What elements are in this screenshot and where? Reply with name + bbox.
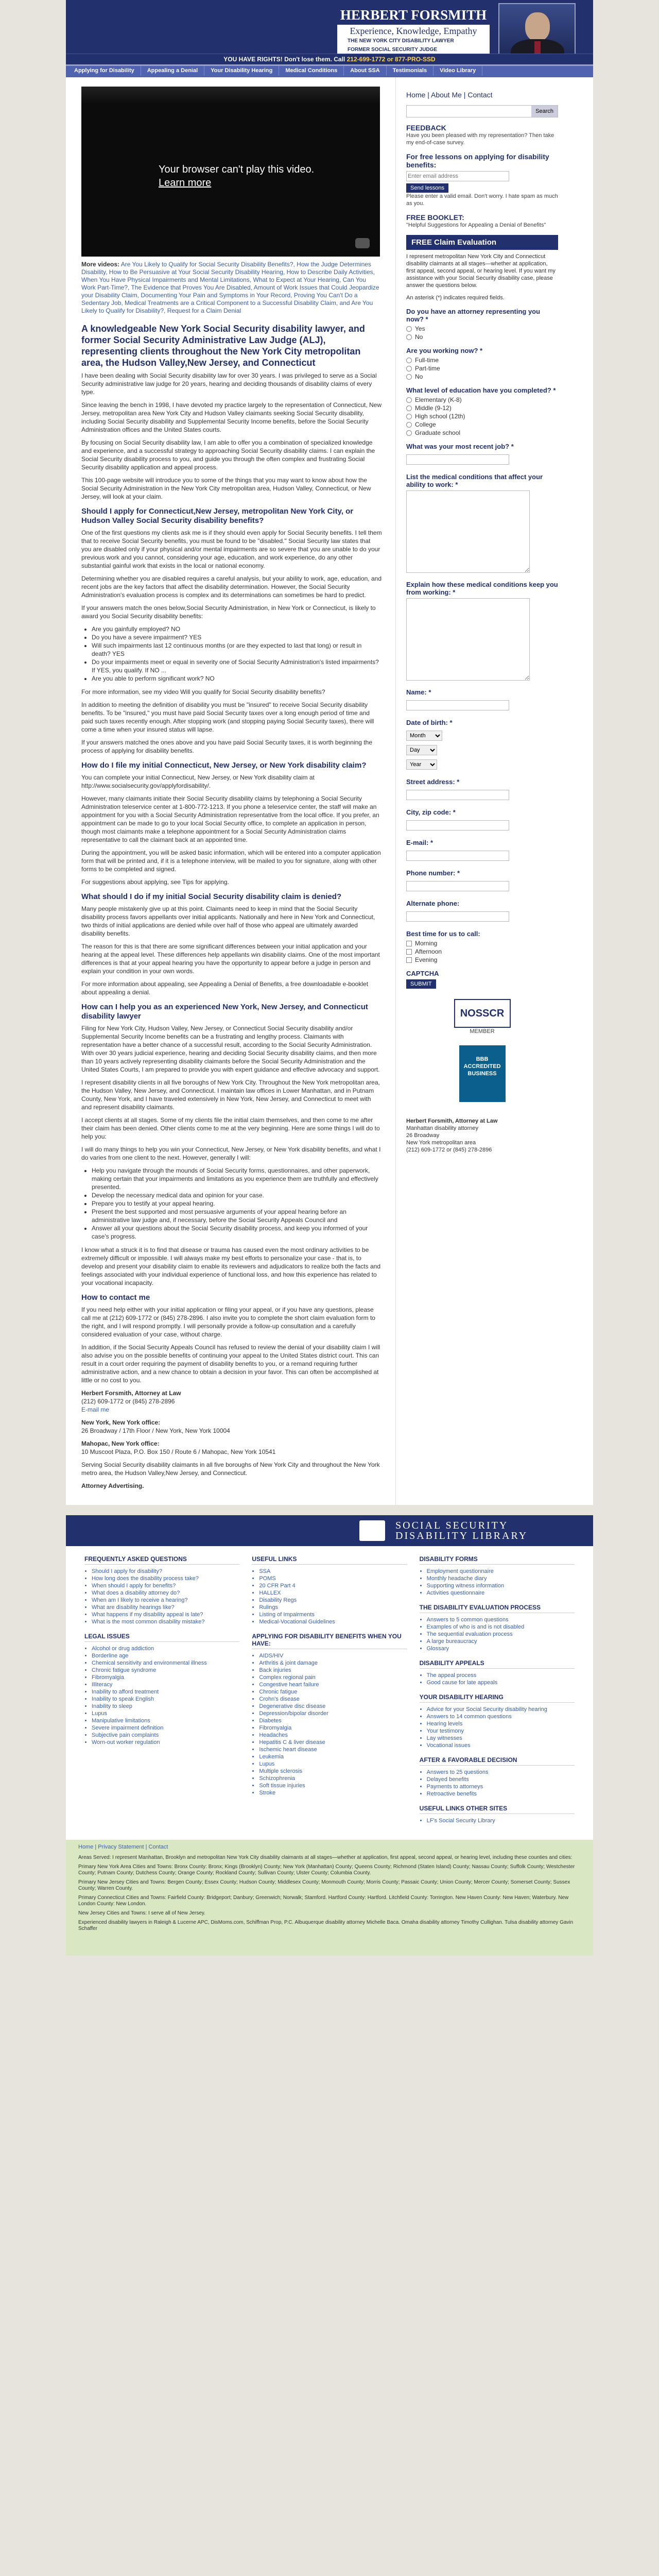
list-item: • Are you gainfully employed? NO — [92, 625, 382, 633]
useful-item[interactable]: • HALLEX — [259, 1589, 407, 1597]
faq-list — [92, 1568, 239, 1625]
nosscr-logo: NOSSCR — [454, 999, 511, 1028]
radio-high-school[interactable] — [406, 413, 558, 420]
search-button[interactable]: Search — [531, 106, 558, 117]
library-banner — [66, 1515, 593, 1546]
lessons-note: Please enter a valid email. Don't worry. I hate spam as much as you. — [406, 193, 558, 207]
contact-area: New York metropolitan area — [406, 1140, 476, 1146]
checkbox-icon[interactable] — [406, 949, 412, 955]
explain-question: Explain how these medical conditions keep you from working: * — [406, 581, 558, 596]
section-heading-apply: Should I apply for Connecticut,New Jersey, metropolitan New York City, or Hudson Valley Social Security disability benefits? — [81, 507, 354, 525]
bbb-badge[interactable] — [406, 1045, 558, 1102]
alt-phone-label: Alternate phone: — [406, 900, 460, 907]
hearing-list — [427, 1706, 575, 1749]
library-logo — [359, 1520, 385, 1541]
site-logo[interactable] — [336, 5, 491, 56]
conditions-list — [259, 1652, 407, 1797]
useful-item[interactable]: • SSA — [259, 1568, 407, 1575]
option-label: College — [415, 421, 436, 428]
after-item[interactable]: • Answers to 25 questions — [427, 1769, 575, 1776]
attorney-portrait — [498, 3, 576, 61]
more-videos-lead: More videos: — [81, 261, 120, 268]
dob-day-select[interactable] — [406, 745, 437, 755]
library-col-3 — [413, 1555, 581, 1829]
legal-item[interactable]: • Worn-out worker regulation — [92, 1739, 239, 1746]
hearing-item[interactable]: • Hearing levels — [427, 1720, 575, 1727]
paragraph: Filing for New York City, Hudson Valley, New Jersey, or Connecticut Social Security disability and/or Supplemental Security Income benefits can be a frustrating and lengthy process. Claimants with representation have a better chance of a successful result, according to the Social Security Administration. With over 30 years judicial experience, hearing and deciding Social Security disability claims, and then more than 10 years actively representing disability claimants before the Social Security Administration and the United States Courts, I am prepared to provide you with expert guidance and effective advocacy and support. — [81, 1025, 380, 1073]
phone-input[interactable] — [406, 881, 509, 891]
form-item[interactable]: • Monthly headache diary — [427, 1575, 575, 1582]
checkbox-afternoon[interactable] — [406, 948, 558, 955]
best-time-label: Best time for us to call: — [406, 930, 480, 938]
footer-primary-ct: Primary Connecticut Cities and Towns: Fairfield County: Bridgeport; Danbury; Greenwich; Norwalk; Stamford. Hartford County: Hartford. Litchfield County: Torrington. New Haven County: New Haven; Waterbury. New London County: New London. — [78, 1895, 569, 1907]
section-heading-contact: How to contact me — [81, 1293, 150, 1302]
recent-job-question: What was your most recent job? * — [406, 443, 514, 450]
required-note: An asterisk (*) indicates required fields. — [406, 295, 505, 301]
list-item: • Prepare you to testify at your appeal hearing. — [92, 1199, 382, 1208]
section-heading-denied: What should I do if my initial Social Security disability claim is denied? — [81, 892, 342, 901]
send-lessons-button[interactable]: Send lessons — [406, 183, 448, 193]
appeals-list — [427, 1672, 575, 1686]
checkbox-icon[interactable] — [406, 957, 412, 963]
nav-medical[interactable]: Medical Conditions — [279, 65, 344, 76]
video-player[interactable] — [81, 87, 380, 257]
paragraph: You can complete your initial Connecticut, New Jersey, or New York disability claim at http://www.socialsecurity.gov/applyfordisability/. — [81, 774, 315, 789]
radio-elementary[interactable] — [406, 396, 558, 403]
nosscr-badge[interactable] — [406, 999, 558, 1035]
side-links[interactable]: Home | About Me | Contact — [406, 91, 493, 99]
forms-list — [427, 1568, 575, 1597]
footer-credit[interactable]: Experienced disability lawyers in Raleigh & Lucerne APC, DisMoms.com, Schiffman Prop, P.C. Albuquerque disability attorney Michelle Baca. Omaha disability attorney Timothy Cullighan. Tulsa disability attorney Gavin Schaffer — [78, 1920, 574, 1931]
condition-item[interactable]: • Hepatitis C & liver disease — [259, 1739, 407, 1746]
booklet-text: "Helpful Suggestions for Appealing a Denial of Benefits" — [406, 222, 546, 228]
nav-appealing[interactable]: Appealing a Denial — [141, 65, 204, 76]
free-claim-evaluation-header: FREE Claim Evaluation — [406, 235, 558, 250]
name-label: Name: * — [406, 688, 431, 696]
paragraph: I have been dealing with Social Security disability law for over 30 years. I was privileged to serve as a Social Security administrative law judge for 20 years, hearing and deciding thousands of disability claims of every type. — [81, 372, 377, 396]
alt-phone-input[interactable] — [406, 911, 509, 922]
nav-video-library[interactable]: Video Library — [433, 65, 482, 76]
contact-name: Herbert Forsmith, Attorney at Law — [406, 1118, 498, 1124]
faq-item[interactable]: • When am I likely to receive a hearing? — [92, 1597, 239, 1604]
legal-item[interactable]: • Alcohol or drug addiction — [92, 1645, 239, 1652]
radio-icon[interactable] — [406, 414, 412, 419]
condition-item[interactable]: • Chronic fatigue — [259, 1688, 407, 1696]
conditions-textarea[interactable] — [406, 490, 530, 573]
process-item[interactable]: • The sequential evaluation process — [427, 1631, 575, 1638]
paragraph: I know what a struck it is to find that disease or trauma has caused even the most ordinary activities to be extremely difficult or impossible. I will always make my best efforts to personalize your case - that is, to develop and present your disability claim to enable its reviewers and adjudicators to realize both the facts and feelings associated with your individual experience of functional loss, and how this experience has related to your vocational incapacity. — [81, 1246, 380, 1286]
appeal-item[interactable]: • Good cause for late appeals — [427, 1679, 575, 1686]
process-item[interactable]: • A large bureaucracy — [427, 1638, 575, 1645]
radio-icon[interactable] — [406, 405, 412, 411]
eligibility-list — [92, 625, 382, 683]
option-label: Part-time — [415, 365, 440, 372]
faq-heading: FREQUENTLY ASKED QUESTIONS — [84, 1555, 239, 1565]
option-label: Afternoon — [415, 948, 442, 955]
subtitle-1: THE NEW YORK CITY DISABILITY LAWYER — [348, 38, 454, 44]
subtitle-2: FORMER SOCIAL SECURITY JUDGE — [348, 47, 438, 53]
other-item[interactable]: • LF's Social Security Library — [427, 1817, 575, 1824]
useful-heading: USEFUL LINKS — [252, 1555, 407, 1565]
email-input[interactable] — [406, 851, 509, 861]
paragraph: If your answers match the ones below,Social Security Administration, in New York or Connecticut, is likely to award you Social Security disability benefits: — [81, 604, 376, 620]
appeal-item[interactable]: • The appeal process — [427, 1672, 575, 1679]
paragraph: I accept clients at all stages. Some of my clients file the initial claim themselves, and then come to me after their claim has been denied. Other clients come to me at the very beginning. Here are some things I will do to help you: — [81, 1116, 380, 1140]
attorney-advertising — [81, 1482, 382, 1490]
dob-year-select[interactable] — [406, 759, 437, 770]
radio-icon[interactable] — [406, 422, 412, 428]
option-label: Full-time — [415, 357, 439, 364]
process-item[interactable]: • Glossary — [427, 1645, 575, 1652]
legal-item[interactable]: • Severe impairment definition — [92, 1724, 239, 1732]
condition-item[interactable]: • Fibromyalgia — [259, 1724, 407, 1732]
bbb-logo: BBB ACCREDITED BUSINESS — [459, 1045, 506, 1102]
office-mahopac — [81, 1439, 382, 1456]
process-item[interactable]: • Examples of who is and is not disabled — [427, 1623, 575, 1631]
after-list — [427, 1769, 575, 1798]
feedback-heading: FEEDBACK — [406, 124, 446, 132]
after-item[interactable]: • Payments to attorneys — [427, 1783, 575, 1790]
condition-item[interactable]: • Depression/bipolar disorder — [259, 1710, 407, 1717]
legal-item[interactable]: • Inability to afford treatment — [92, 1688, 239, 1696]
option-label: Graduate school — [415, 429, 461, 436]
list-item: • Do your impairments meet or equal in severity one of Social Security Administration's listed impairments? If YES, you qualify. If NO ... — [92, 658, 382, 674]
list-item: • Are you able to perform significant work? NO — [92, 674, 382, 683]
nav-about-ssa[interactable]: About SSA — [344, 65, 386, 76]
condition-item[interactable]: • Lupus — [259, 1760, 407, 1768]
paragraph: Determining whether you are disabled requires a careful analysis, but your ability to work, age, education, and recent jobs are the key factors that affect the disability determination. However, the Social Security Administration's evaluation process is complex and its determinations can sometimes be hard to predict. — [81, 575, 381, 599]
office-heading: New York, New York office: — [81, 1419, 161, 1426]
conditions-question: List the medical conditions that affect your ability to work: * — [406, 473, 543, 488]
paragraph: For more information, see my video Will you qualify for Social Security disability benefits? — [81, 688, 325, 696]
hearing-item[interactable]: • Advice for your Social Security disability hearing — [427, 1706, 575, 1713]
intro-heading: A knowledgeable New York Social Security disability lawyer, and former Social Security Administrative Law Judge (ALJ), representing clients throughout the New York City metropolitan area, the Hudson Valley,New Jersey, and Connecticut — [81, 324, 365, 368]
list-item: • Help you navigate through the mounds of Social Security forms, questionnaires, and other paperwork, making certain that your impairments and limitations as you experience them are truthfully and effectively presented. — [92, 1166, 382, 1191]
radio-icon[interactable] — [406, 430, 412, 436]
nav-hearing[interactable]: Your Disability Hearing — [204, 65, 279, 76]
services-list — [92, 1166, 382, 1241]
library-title-bottom: DISABILITY LIBRARY — [395, 1530, 528, 1541]
paragraph: For suggestions about applying, see Tips for applying. — [81, 878, 229, 886]
booklet-box[interactable] — [406, 213, 558, 229]
faq-item[interactable]: • What happens if my disability appeal is late? — [92, 1611, 239, 1618]
paragraph: During the appointment, you will be asked basic information, which will be entered into a computer application form that will be printed and, if it is a telephone interview, will be mailed to you for signature, along with other forms to be completed and signed. — [81, 849, 381, 873]
paragraph: This 100-page website will introduce you to some of the things that you may want to know about how the Social Security Administration in the New York City metropolitan area, Hudson Valley, Connecticut, or New Jersey, will look at your claim. — [81, 477, 371, 500]
footer-primary-ny: Primary New York Area Cities and Towns: Bronx County: Bronx; Kings (Brooklyn) County; New York (Manhattan) County; Queens County; Richmond (Staten Island) County; Nassau County; Suffolk County; Westchester County; Putnam County; Dutchess County; Orange County; Rockland County; Sullivan County; Ulster County; Columbia County. — [78, 1864, 575, 1876]
city-input[interactable] — [406, 820, 509, 831]
condition-item[interactable]: • Complex regional pain — [259, 1674, 407, 1681]
condition-item[interactable]: • Soft tissue injuries — [259, 1782, 407, 1789]
contact-title: Herbert Forsmith, Attorney at Law — [81, 1389, 181, 1397]
radio-icon[interactable] — [406, 358, 412, 363]
portrait-head — [525, 12, 550, 41]
hearing-item[interactable]: • Answers to 14 common questions — [427, 1713, 575, 1720]
conditions-heading: APPLYING FOR DISABILITY BENEFITS WHEN YOU HAVE: — [252, 1633, 407, 1649]
condition-item[interactable]: • Arthritis & joint damage — [259, 1659, 407, 1667]
office-ny — [81, 1418, 382, 1435]
dob-label: Date of birth: * — [406, 719, 453, 726]
paragraph: Serving Social Security disability claimants in all five boroughs of New York City and throughout the New York metro area, the Hudson Valley,New Jersey, and Connecticut. — [81, 1461, 380, 1477]
footer-nav[interactable]: Home | Privacy Statement | Contact — [78, 1844, 168, 1850]
hearing-item[interactable]: • Lay witnesses — [427, 1735, 575, 1742]
email-link[interactable]: E-mail me — [81, 1406, 110, 1413]
library-title — [395, 1520, 528, 1541]
condition-item[interactable]: • Back injuries — [259, 1667, 407, 1674]
legal-item[interactable]: • Inability to speak English — [92, 1696, 239, 1703]
useful-list — [259, 1568, 407, 1625]
list-item: • Will such impairments last 12 continuous months (or are they expected to last that long) or result in death? YES — [92, 641, 382, 658]
contact-city: Manhattan disability attorney — [406, 1125, 479, 1131]
video-error-message: Your browser can't play this video. — [159, 164, 315, 175]
option-label: High school (12th) — [415, 413, 465, 420]
legal-item[interactable]: • Chemical sensitivity and environmental illness — [92, 1659, 239, 1667]
appeals-heading: DISABILITY APPEALS — [420, 1659, 575, 1669]
section-heading-file: How do I file my initial Connecticut, New Jersey, or New York disability claim? — [81, 761, 367, 770]
evaluation-intro: I represent metropolitan New York City and Connecticut disability claimants at all stages—whether at application, first appeal, second appeal, or hearing level. If you want my assistance with your Social Security disability case, please answer the questions below. — [406, 253, 556, 289]
radio-icon[interactable] — [406, 334, 412, 340]
useful-item[interactable]: • Listing of Impairments — [259, 1611, 407, 1618]
condition-item[interactable]: • Congestive heart failure — [259, 1681, 407, 1688]
nav-applying[interactable]: Applying for Disability — [68, 65, 141, 76]
useful-item[interactable]: • Rulings — [259, 1604, 407, 1611]
hearing-item[interactable]: • Vocational issues — [427, 1742, 575, 1749]
checkbox-evening[interactable] — [406, 956, 558, 963]
footer — [66, 1840, 593, 1956]
paragraph: The reason for this is that there are some significant differences between your initial application and your hearing at the appeal level. These differences help appellants win disability claims. One of the most important differences is that at your appeal hearing you have the opportunity to appear before a judge in person and explain your condition in your own words. — [81, 943, 380, 975]
legal-item[interactable]: • Borderline age — [92, 1652, 239, 1659]
lessons-heading: For free lessons on applying for disability benefits: — [406, 152, 549, 169]
phone-label: Phone number: * — [406, 869, 460, 877]
more-videos-links[interactable]: Are You Likely to Qualify for Social Security Disability Benefits?, How the Judge Determines Disability, How to Be Persuasive at Your Social Security Disability Hearing, How to Describe Daily Activities, When You Have Physical Impairments and Mental Limitations, What to Expect at Your Hearing, Can You Work Part-Time?, The Evidence that Proves You Are Disabled, Amount of Work Issues that Could Jeopardize your Disability Claim, Documenting Your Pain and Symptoms in Your Record, Proving You Can't Do a Sedentary Job, Medical Treatments are a Critical Component to a Successful Disability Claim, and Are You Likely to Qualify for Disability?, Request for a Claim Denial — [81, 261, 379, 314]
hearing-heading: YOUR DISABILITY HEARING — [420, 1693, 575, 1703]
useful-item[interactable]: • Disability Regs — [259, 1597, 407, 1604]
legal-heading: LEGAL ISSUES — [84, 1633, 239, 1642]
checkbox-icon[interactable] — [406, 941, 412, 946]
city-label: City, zip code: * — [406, 808, 456, 816]
hearing-item[interactable]: • Your testimony — [427, 1727, 575, 1735]
other-list — [427, 1817, 575, 1824]
youtube-icon[interactable] — [355, 238, 370, 248]
submit-button[interactable]: SUBMIT — [406, 979, 436, 989]
main-content — [66, 77, 395, 1505]
faq-item[interactable]: • When should I apply for benefits? — [92, 1582, 239, 1589]
dob-month-select[interactable] — [406, 731, 442, 741]
option-label: Evening — [415, 956, 438, 963]
office-address: 10 Muscoot Plaza, P.O. Box 150 / Route 6 / Mahopac, New York 10541 — [81, 1448, 276, 1455]
contact-block — [81, 1389, 382, 1414]
street-input[interactable] — [406, 790, 509, 800]
other-heading: USEFUL LINKS OTHER SITES — [420, 1805, 575, 1814]
process-heading: THE DISABILITY EVALUATION PROCESS — [420, 1604, 575, 1613]
legal-item[interactable]: • Manipulative limitations — [92, 1717, 239, 1724]
phone-number[interactable]: 212-699-1772 or 877-PRO-SSD — [346, 56, 436, 63]
condition-item[interactable]: • Diabetes — [259, 1717, 407, 1724]
lessons-box — [406, 152, 558, 207]
process-item[interactable]: • Answers to 5 common questions — [427, 1616, 575, 1623]
faq-item[interactable]: • How long does the disability process take? — [92, 1575, 239, 1582]
legal-item[interactable]: • Fibromyalgia — [92, 1674, 239, 1681]
library-title-top: SOCIAL SECURITY — [395, 1520, 509, 1531]
condition-item[interactable]: • Schizophrenia — [259, 1775, 407, 1782]
paragraph: I will do many things to help you win your Connecticut, New Jersey, or New York disability benefits, and what I do varies from one client to the next. However, generally I will: — [81, 1146, 381, 1161]
nosscr-member: MEMBER — [470, 1028, 495, 1035]
legal-item[interactable]: • Subjective pain complaints — [92, 1732, 239, 1739]
faq-item[interactable]: • What are disability hearings like? — [92, 1604, 239, 1611]
after-heading: AFTER & FAVORABLE DECISION — [420, 1756, 575, 1766]
attorney-name: HERBERT FORSMITH — [337, 6, 490, 25]
radio-middle[interactable] — [406, 404, 558, 412]
faq-item[interactable]: • Should I apply for disability? — [92, 1568, 239, 1575]
after-item[interactable]: • Retroactive benefits — [427, 1790, 575, 1798]
radio-college[interactable] — [406, 421, 558, 428]
footer-nj-note: New Jersey Cities and Towns: I serve all of New Jersey. — [78, 1910, 205, 1916]
recent-job-input[interactable] — [406, 454, 509, 465]
office-heading: Mahopac, New York office: — [81, 1440, 160, 1447]
street-label: Street address: * — [406, 778, 460, 786]
list-item: • Develop the necessary medical data and opinion for your case. — [92, 1191, 382, 1199]
office-address: 26 Broadway / 17th Floor / New York, New York 10004 — [81, 1427, 230, 1434]
contact-address: 26 Broadway — [406, 1132, 440, 1139]
feedback-box — [406, 124, 558, 146]
paragraph: If your answers matched the ones above and you have paid Social Security taxes, it is worth beginning the process of applying for disability benefits. — [81, 739, 372, 754]
list-item: • Do you have a severe impairment? YES — [92, 633, 382, 641]
dob-selects — [406, 728, 558, 772]
radio-icon[interactable] — [406, 366, 412, 371]
faq-item[interactable]: • What does a disability attorney do? — [92, 1589, 239, 1597]
sidebar — [395, 77, 565, 1505]
faq-item[interactable]: • What is the most common disability mistake? — [92, 1618, 239, 1625]
condition-item[interactable]: • Crohn's disease — [259, 1696, 407, 1703]
legal-item[interactable]: • Chronic fatigue syndrome — [92, 1667, 239, 1674]
radio-icon[interactable] — [406, 326, 412, 332]
paragraph: In addition, if the Social Security Appeals Council has refused to review the denial of your disability claim I will also advise you on the possible benefits of continuing your appeal to the United States district court. This can result in a court order requiring the payment of disability benefits to you, or a remand requiring further administrative action, and a new chance to obtain a decision in your favor. This can often be accomplished at little or no cost to you. — [81, 1344, 380, 1384]
captcha-label: CAPTCHA — [406, 970, 439, 977]
page-wrapper — [66, 0, 593, 2576]
name-input[interactable] — [406, 700, 509, 710]
footer-primary-nj: Primary New Jersey Cities and Towns: Bergen County; Essex County; Hudson County; Middlesex County; Monmouth County; Morris County; Passaic County; Union County; Mercer County; Somerset County; Sussex County; Warren County. — [78, 1879, 570, 1891]
paragraph: I represent disability clients in all five boroughs of New York City. Throughout the New York metropolitan area, the Hudson Valley, New Jersey, and Connecticut. I maintain law offices in Lower Manhattan, and in Putnam County, New York, and I have traveled extensively in New York, New Jersey, and Connecticut to meet with and represent disability claimants. — [81, 1079, 380, 1111]
rights-text: YOU HAVE RIGHTS! Don't lose them. Call — [223, 56, 345, 63]
video-learn-more-link[interactable]: Learn more — [159, 177, 212, 189]
condition-item[interactable]: • Multiple sclerosis — [259, 1768, 407, 1775]
legal-list — [92, 1645, 239, 1746]
option-label: Yes — [415, 325, 425, 332]
legal-item[interactable]: • Illiteracy — [92, 1681, 239, 1688]
advertising-text: Attorney Advertising. — [81, 1482, 144, 1489]
form-item[interactable]: • Employment questionnaire — [427, 1568, 575, 1575]
paragraph: Since leaving the bench in 1998, I have devoted my practice largely to the representation of Connecticut, New Jersey, metropolitan area New York City and Hudson Valley claimants seeking Social Security disability, including Social Security disability and Supplemental Security Income benefits, before the Social Security Administration offices and the United States courts. — [81, 401, 382, 433]
search-box — [406, 105, 558, 117]
radio-graduate[interactable] — [406, 429, 558, 436]
option-label: Middle (9-12) — [415, 404, 452, 412]
paragraph: One of the first questions my clients ask me is if they should even apply for Social Security benefits. I tell them that to receive Social Security benefits, you must be found to be "disabled." Social Security law states that you are disabled only if your physical and/or mental impairments are so severe that you are unable to do your previous work and you cannot, considering your age, education, and work experience, do any other substantial gainful work that exists in the local or national economy. — [81, 529, 382, 569]
radio-no[interactable] — [406, 333, 558, 341]
paragraph: For more information about appealing, see Appealing a Denial of Benefits, a free downloadable e-booklet about appealing a denial. — [81, 980, 369, 996]
condition-item[interactable]: • Stroke — [259, 1789, 407, 1797]
paragraph: However, many claimants initiate their Social Security disability claims by telephoning a Social Security Administration teleservice center at 1-800-772-1213. If you phone a teleservice center, the staff will make an appointment for you with a Social Security Administration representative from the local office. If you prefer, an appointment can be made to go to your local Social Security office, to complete an application in person, though most claimants make a telephone appointment for a Social Security Administration claims representative to call the claimant back at an appointed time. — [81, 795, 379, 843]
form-item[interactable]: • Activities questionnaire — [427, 1589, 575, 1597]
nav-testimonials[interactable]: Testimonials — [387, 65, 433, 76]
radio-icon[interactable] — [406, 374, 412, 380]
contact-phone: (212) 609-1772 or (845) 278-2896 — [406, 1147, 492, 1153]
useful-item[interactable]: • 20 CFR Part 4 — [259, 1582, 407, 1589]
explain-textarea[interactable] — [406, 598, 530, 681]
checkbox-morning[interactable] — [406, 940, 558, 947]
rights-banner — [66, 54, 593, 64]
radio-not-working[interactable] — [406, 373, 558, 380]
useful-item[interactable]: • POMS — [259, 1575, 407, 1582]
process-list — [427, 1616, 575, 1652]
paragraph: By focusing on Social Security disability law, I am able to offer you a combination of specialized knowledge and experience, and a successful strategy to approaching Social Security disability claims. I can explain the Social Security disability process to you, and guide you through the often complex and frustrating Social Security disability application and appeal process. — [81, 439, 375, 471]
email-label: E-mail: * — [406, 839, 433, 846]
option-label: Elementary (K-8) — [415, 396, 462, 403]
working-question: Are you working now? * — [406, 347, 483, 354]
library-columns — [66, 1546, 593, 1840]
condition-item[interactable]: • Headaches — [259, 1732, 407, 1739]
section-heading-help: How can I help you as an experienced New York, New Jersey, and Connecticut disability lawyer — [81, 1003, 368, 1021]
list-item: • Present the best supported and most persuasive arguments of your appeal hearing before an administrative law judge and, if necessary, before the Social Security Appeals Council and — [92, 1208, 382, 1224]
education-question: What level of education have you completed? * — [406, 386, 556, 394]
sidebar-contact — [406, 1117, 558, 1154]
booklet-heading: FREE BOOKLET: — [406, 213, 464, 222]
content-columns — [66, 77, 593, 1505]
forms-heading: DISABILITY FORMS — [420, 1555, 575, 1565]
more-videos — [81, 261, 382, 315]
contact-phone[interactable]: (212) 609-1772 or (845) 278-2896 — [81, 1398, 175, 1405]
condition-item[interactable]: • AIDS/HIV — [259, 1652, 407, 1659]
tagline: Experience, Knowledge, Empathy — [350, 26, 477, 36]
library-col-1 — [78, 1555, 246, 1829]
after-item[interactable]: • Delayed benefits — [427, 1776, 575, 1783]
list-item: • Answer all your questions about the Social Security disability process, and keep you informed of your case's progress. — [92, 1224, 382, 1241]
condition-item[interactable]: • Degenerative disc disease — [259, 1703, 407, 1710]
paragraph: If you need help either with your initial application or filing your appeal, or if you have any questions, please call me at (212) 609-1772 or (845) 278-2896. I also invite you to complete the short claim evaluation form to the right, and I will respond promptly. I will personally provide a follow-up consultation and a carefully considered evaluation of your case, without charge. — [81, 1306, 375, 1338]
option-label: No — [415, 373, 423, 380]
form-item[interactable]: • Supporting witness information — [427, 1582, 575, 1589]
legal-item[interactable]: • Lupus — [92, 1710, 239, 1717]
paragraph: Many people mistakenly give up at this point. Claimants need to keep in mind that the Social Security disability process favors appellants over initial applicants. Nationally and here in New York and Connecticut, two thirds of initial applications are denied while over half of those who appeal are ultimately awarded disability benefits. — [81, 905, 375, 937]
condition-item[interactable]: • Ischemic heart disease — [259, 1746, 407, 1753]
legal-item[interactable]: • Inability to sleep — [92, 1703, 239, 1710]
radio-icon[interactable] — [406, 397, 412, 403]
lessons-email-input[interactable] — [406, 171, 509, 181]
radio-full-time[interactable] — [406, 357, 558, 364]
useful-item[interactable]: • Medical-Vocational Guidelines — [259, 1618, 407, 1625]
option-label: No — [415, 333, 423, 341]
footer-served: Areas Served: I represent Manhattan, Brooklyn and metropolitan New York City disability claimants at all stages—whether at application, first appeal, second appeal, or hearing level, including these counties and cities: — [78, 1855, 573, 1860]
condition-item[interactable]: • Leukemia — [259, 1753, 407, 1760]
search-input[interactable] — [407, 106, 531, 117]
feedback-text[interactable]: Have you been pleased with my representation? Then take my end-of-case survey. — [406, 132, 554, 146]
attorney-question: Do you have an attorney representing you now? * — [406, 308, 541, 323]
video-top-bar — [81, 87, 380, 104]
radio-part-time[interactable] — [406, 365, 558, 372]
option-label: Morning — [415, 940, 438, 947]
paragraph: In addition to meeting the definition of disability you must be "insured" to receive Social Security disability benefits. To be "insured," you must have paid Social Security taxes over a long enough period of time and paid such taxes recently enough. After stopping work (and stopping paying Social Security taxes), there will come a time when your insured status will lapse. — [81, 701, 374, 733]
radio-yes[interactable] — [406, 325, 558, 332]
library-col-2 — [246, 1555, 413, 1829]
